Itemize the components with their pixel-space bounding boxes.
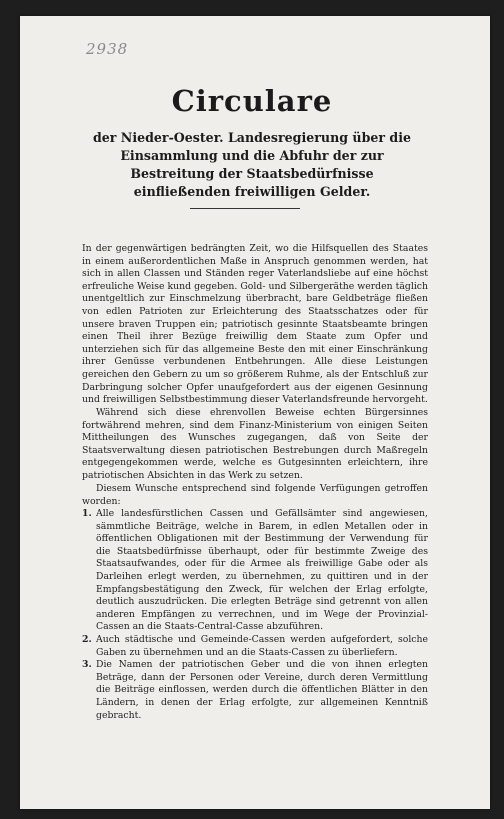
list-item-number: 3. [82, 659, 92, 671]
paragraph-1: In der gegenwärtigen bedrängten Zeit, wo die Hilfsquellen des Staates in einem außerordentlichen Maße in Anspruch genommen werden, hat sich in allen Classen und Ständen reger Vaterlandsliebe auf eine höchst erfreuliche Weise kund gegeben. Gold- und Silbergeräthe werden täglich unentgeltlich zur Einschmelzung überbracht, bare Geldbeträge fließen von edlen Patrioten zur Erleichterung des Staatsschatzes oder für unsere braven Truppen ein; patriotisch gesinnte Staatsbeamte bringen einen Theil ihrer Bezüge freiwillig dem Staate zum Opfer und unterziehen sich für das allgemeine Beste den mit einer Einschränkung ihrer Genüsse verbundenen Entbehrungen. Alle diese Leistungen gereichen den Gebern zu um so größerem Ruhme, als der Entschluß zur Darbringung solcher Opfer unaufgefordert aus der eigenen Gesinnung und freiwilligen Selbstbestimmung dieser Vaterlandsfreunde hervorgeht. [82, 243, 428, 406]
list-item-1 [82, 508, 428, 634]
list-item-number: 1. [82, 508, 92, 519]
list-item-text: Die Namen der patriotischen Geber und die von ihnen erlegten Beträge, dann der Personen oder Vereine, durch deren Vermittlung die Beiträge einflossen, werden durch die öffentlichen Blätter in den Ländern, in denen der Erlag erfolgte, zur allgemeinen Kenntniß gebracht. [96, 659, 428, 721]
document-title: Circulare [171, 84, 333, 118]
paragraph-2: Während sich diese ehrenvollen Beweise echten Bürgersinnes fortwährend mehren, sind dem Finanz-Ministerium von einigen Seiten Mittheilungen des Wunsches zugegangen, daß von Seite der Staatsverwaltung diesen patriotischen Bestrebungen durch Maßregeln entgegengekommen werde, welche es Gutgesinnten erleichtern, ihre patriotischen Absichten in das Werk zu setzen. [82, 407, 428, 481]
list-item-3 [82, 659, 428, 722]
divider-rule [190, 208, 300, 209]
paragraph-3: Diesem Wunsche entsprechend sind folgende Verfügungen getroffen worden: [82, 483, 428, 507]
ordinance-list [82, 508, 428, 722]
list-item-text: Alle landesfürstlichen Cassen und Gefällsämter sind angewiesen, sämmtliche Beiträge, welche in Barem, in edlen Metallen oder in öffentlichen Obligationen mit der Bestimmung der Verwendung für die Staatsbedürfnisse überhaupt, oder für bestimmte Zweige des Staatsaufwandes, oder für die Armee als freiwillige Gabe oder als Darleihen erlegt werden, zu übernehmen, zu quittiren und in der Empfangsbestätigung den Zweck, für welchen der Erlag erfolgte, deutlich auszudrücken. Die erlegten Beträge sind getrennt von allen anderen Empfängen zu verrechnen, und im Wege der Provinzial-Cassen an die Staats-Central-Casse abzuführen. [96, 508, 428, 633]
list-item-text: Auch städtische und Gemeinde-Cassen werden aufgefordert, solche Gaben zu übernehmen und an die Staats-Cassen zu überliefern. [96, 633, 428, 658]
list-item-2 [82, 634, 428, 659]
archive-number: 2938 [86, 40, 129, 58]
list-item-number: 2. [82, 633, 92, 645]
document-subtitle: der Nieder-Oester. Landesregierung über die Einsammlung und die Abfuhr der zur Bestreitung der Staatsbedürfnisse einfließenden freiwilligen Gelder. [92, 130, 412, 199]
